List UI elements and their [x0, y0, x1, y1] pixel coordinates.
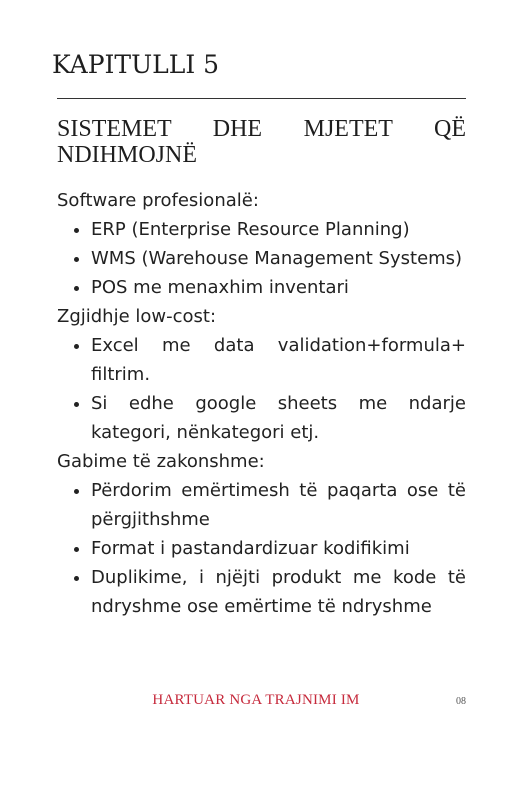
chapter-title: KAPITULLI 5	[52, 50, 220, 79]
low-cost-list	[57, 331, 466, 447]
list-item: • Si edhe google sheets me ndarje kategori, nënkategori etj.	[91, 389, 466, 447]
section-heading-common-errors: Gabime të zakonshme:	[57, 451, 265, 472]
software-list	[57, 215, 466, 302]
footer-credit: HARTUAR NGA TRAJNIMI IM	[152, 692, 360, 708]
page-number: 08	[456, 696, 466, 707]
list-item: • Përdorim emërtimesh të paqarta ose të përgjithshme	[91, 476, 466, 534]
common-errors-list	[57, 476, 466, 621]
list-item: • Duplikime, i njëjti produkt me kode të ndryshme ose emërtime të ndryshme	[91, 563, 466, 621]
header-divider	[57, 98, 466, 99]
list-item: • Excel me data validation+formula+ filtrim.	[91, 331, 466, 389]
list-item: • ERP (Enterprise Resource Planning)	[91, 215, 466, 244]
list-item: • Format i pastandardizuar kodifikimi	[91, 534, 466, 563]
section-title: SISTEMET DHE MJETET QË NDIHMOJNË	[57, 116, 466, 168]
list-item: • POS me menaxhim inventari	[91, 273, 466, 302]
section-heading-software: Software profesionalë:	[57, 190, 259, 211]
body-content	[57, 186, 466, 621]
list-item: • WMS (Warehouse Management Systems)	[91, 244, 466, 273]
section-heading-low-cost: Zgjidhje low-cost:	[57, 306, 217, 327]
